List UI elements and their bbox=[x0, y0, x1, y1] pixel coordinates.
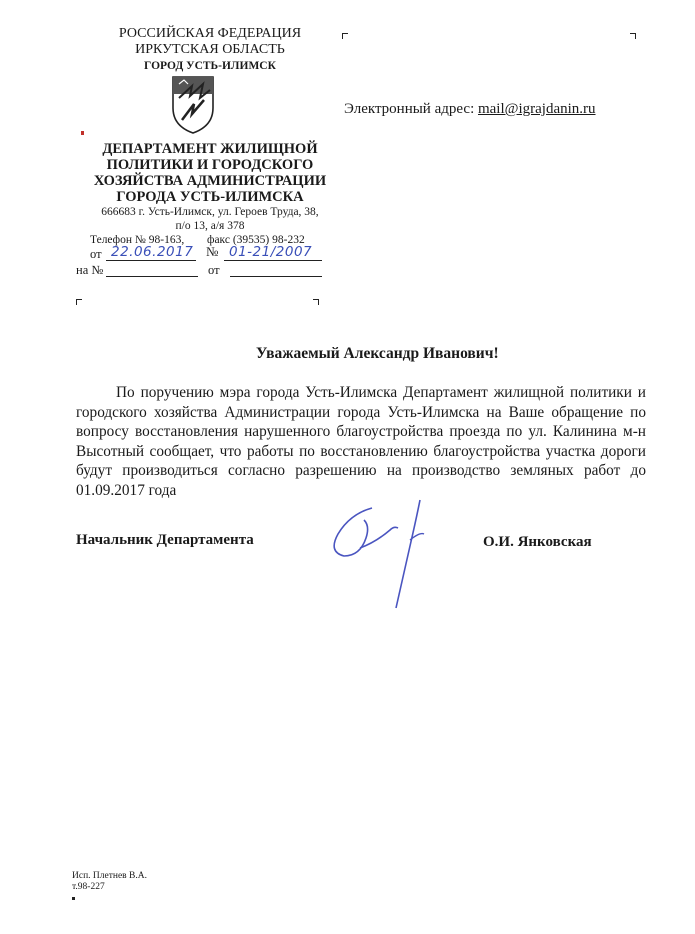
greeting: Уважаемый Александр Иванович! bbox=[256, 345, 499, 362]
corner-mark-right bbox=[313, 299, 319, 305]
reg-date-line bbox=[106, 260, 196, 261]
address-line-2: п/о 13, а/я 378 bbox=[175, 220, 245, 232]
reg-number-line bbox=[224, 260, 322, 261]
footer-phone: т.98-227 bbox=[72, 882, 105, 892]
handwritten-signature-icon bbox=[320, 490, 450, 620]
phone-text: Телефон № 98-163, bbox=[90, 234, 185, 246]
header-city: ГОРОД УСТЬ-ИЛИМСК bbox=[144, 60, 276, 72]
signature-name: О.И. Янковская bbox=[483, 534, 592, 550]
address-line-1: 666683 г. Усть-Илимск, ул. Героев Труда, 38, bbox=[101, 206, 319, 218]
address-corner-left bbox=[342, 33, 348, 39]
signature-position: Начальник Департамента bbox=[76, 532, 254, 548]
footer-mark bbox=[72, 897, 75, 900]
red-mark bbox=[81, 131, 84, 135]
email-link[interactable]: mail@igrajdanin.ru bbox=[477, 101, 596, 117]
fax-text: факс (39535) 98-232 bbox=[207, 234, 305, 246]
dept-line-2: ПОЛИТИКИ И ГОРОДСКОГО bbox=[106, 157, 314, 173]
reg-to-line bbox=[106, 276, 198, 277]
footer-executor: Исп. Плетнев В.А. bbox=[72, 871, 147, 881]
reg-from-label: от bbox=[90, 247, 102, 261]
reg-to-from-label: от bbox=[208, 263, 220, 277]
header-region: ИРКУТСКАЯ ОБЛАСТЬ bbox=[135, 42, 285, 57]
corner-mark-left bbox=[76, 299, 82, 305]
reg-to-label: на № bbox=[76, 263, 104, 277]
dept-line-1: ДЕПАРТАМЕНТ ЖИЛИЩНОЙ bbox=[102, 141, 318, 157]
reg-date-handwritten: 22.06.2017 bbox=[111, 244, 194, 260]
letter-body: По поручению мэра города Усть-Илимска Департамент жилищной политики и городского хозяйства Администрации города Усть-Илимска на Ваше обращение по вопросу восстановления нарушенного благоустройства проезда по ул. Калинина м-н Высотный сообщает, что работы по восстановлению благоустройства участка дороги будут производиться согласно разрешению на производство земляных работ до 01.09.2017 года bbox=[76, 384, 646, 499]
reg-to-from-line bbox=[230, 276, 322, 277]
email-block bbox=[344, 101, 596, 118]
reg-number-handwritten: 01-21/2007 bbox=[229, 244, 313, 260]
header-country: РОССИЙСКАЯ ФЕДЕРАЦИЯ bbox=[118, 26, 302, 41]
address-corner-right bbox=[630, 33, 636, 39]
reg-no-label: № bbox=[206, 244, 219, 259]
dept-line-4: ГОРОДА УСТЬ-ИЛИМСКА bbox=[116, 189, 304, 205]
coat-of-arms-icon bbox=[170, 74, 216, 136]
email-label: Электронный адрес: bbox=[344, 101, 475, 117]
dept-line-3: ХОЗЯЙСТВА АДМИНИСТРАЦИИ bbox=[93, 173, 327, 189]
